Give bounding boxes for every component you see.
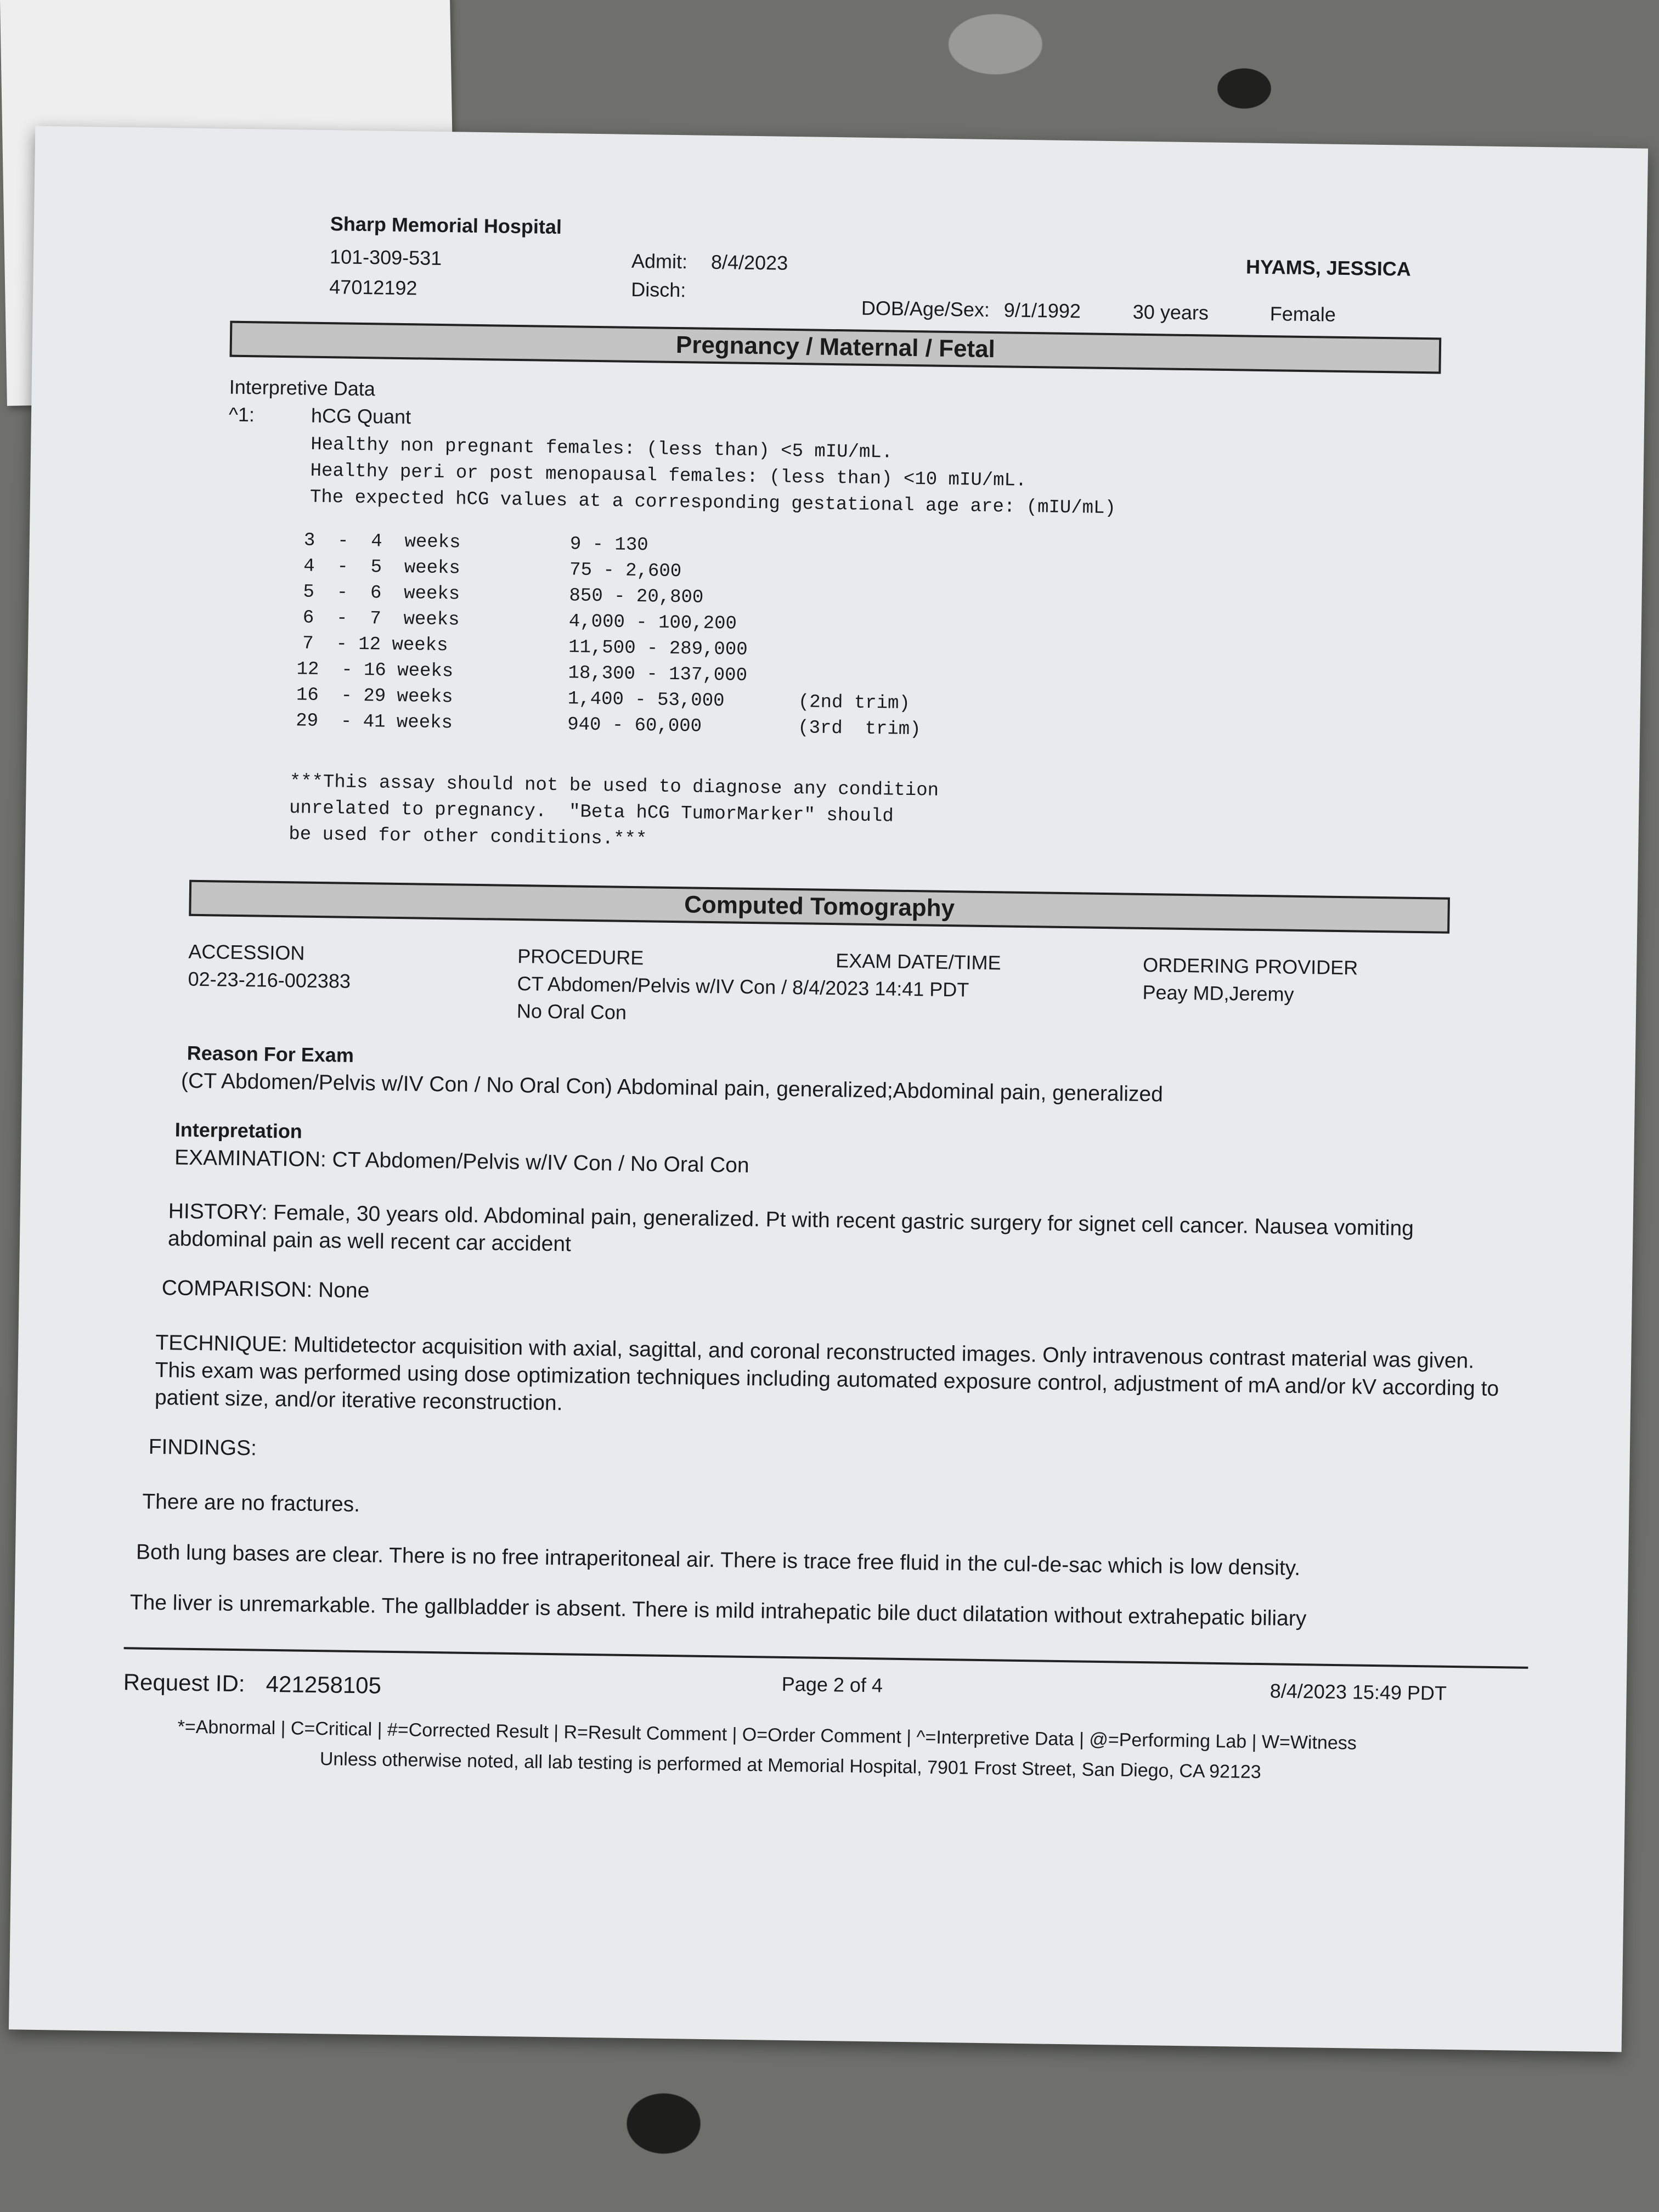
finding-line: Both lung bases are clear. There is no free intraperitoneal air. There is trace free fluid in the cul-de-sac which is low density. [136,1540,1301,1581]
test-name: hCG Quant [311,404,411,428]
table-row-note: (2nd trim) [798,692,911,715]
table-row-range: 940 - 60,000 [567,714,702,737]
examination-text: EXAMINATION: CT Abdomen/Pelvis w/IV Con / No Oral Con [174,1146,749,1177]
table-row-weeks: 5 - 6 weeks [303,582,460,605]
table-row-range: 850 - 20,800 [569,585,704,608]
table-row-weeks: 29 - 41 weeks [296,710,453,734]
ordering-provider: Peay MD,Jeremy [1142,980,1294,1006]
table-row-weeks: 4 - 5 weeks [303,556,461,579]
section-ct-bar [189,880,1450,934]
disch-label: Disch: [631,278,686,302]
ref-line: The expected hCG values at a corresponding gestational age are: (mIU/mL) [309,487,1116,520]
hospital-name: Sharp Memorial Hospital [330,212,562,239]
assay-disclaimer-line: be used for other conditions.*** [289,824,647,850]
footer-divider [124,1647,1528,1669]
procedure-label: PROCEDURE [517,945,644,969]
finding-line: The liver is unremarkable. The gallbladder is absent. There is mild intrahepatic bile duct dilatation without extrahepatic biliary [129,1590,1307,1631]
section-ct-title: Computed Tomography [684,891,955,922]
table-row-range: 75 - 2,600 [569,560,682,583]
comparison-text: COMPARISON: None [161,1276,370,1303]
procedure-line: No Oral Con [516,1000,627,1024]
sex-value: Female [1269,302,1336,326]
ref-line: Healthy non pregnant females: (less than) <5 mIU/mL. [311,434,893,464]
request-id: 421258105 [266,1671,382,1699]
ref-line: Healthy peri or post menopausal females: (less than) <10 mIU/mL. [310,460,1027,492]
admit-label: Admit: [631,249,688,273]
page-number: Page 2 of 4 [781,1672,883,1697]
findings-label: FINDINGS: [148,1435,257,1460]
ordering-provider-label: ORDERING PROVIDER [1142,953,1358,979]
patient-name: HYAMS, JESSICA [1245,255,1412,280]
table-row-range: 18,300 - 137,000 [568,663,748,686]
legend-text: *=Abnormal | C=Critical | #=Corrected Result | R=Result Comment | O=Order Comment | ^=Interpretive Data | @=Performing Lab | W=Witness [177,1716,1357,1754]
table-row-weeks: 12 - 16 weeks [296,659,454,682]
table-row-weeks: 16 - 29 weeks [296,685,453,708]
interpretation-label: Interpretation [174,1118,303,1143]
request-id-label: Request ID: [123,1669,245,1697]
table-row-weeks: 7 - 12 weeks [302,633,448,657]
table-row-range: 11,500 - 289,000 [568,637,748,661]
history-text: HISTORY: Female, 30 years old. Abdominal pain, generalized. Pt with recent gastric surgery for signet cell cancer. Nausea vomiting abdominal pain as well recent car accident [167,1199,1414,1256]
age-value: 30 years [1132,300,1209,324]
section-pregnancy-bar [230,321,1442,374]
assay-disclaimer-line: ***This assay should not be used to diagnose any condition [289,771,939,802]
procedure-line: CT Abdomen/Pelvis w/IV Con / 8/4/2023 14:41 PDT [517,972,969,1001]
table-row-note: (3rd trim) [797,718,921,741]
accession-number: 02-23-216-002383 [188,967,351,992]
ref-marker: ^1: [228,403,255,426]
table-row-range: 1,400 - 53,000 [567,689,725,712]
admit-date: 8/4/2023 [710,250,788,274]
mrn: 101-309-531 [329,245,442,270]
dob-value: 9/1/1992 [1003,298,1081,323]
accession-label: ACCESSION [188,940,305,964]
account-number: 47012192 [329,275,417,300]
table-row-weeks: 3 - 4 weeks [303,530,461,554]
finding-line: There are no fractures. [142,1489,360,1517]
exam-datetime-label: EXAM DATE/TIME [835,949,1001,974]
section-pregnancy-title: Pregnancy / Maternal / Fetal [675,331,996,363]
table-row-range: 9 - 130 [569,534,648,556]
reason-text: (CT Abdomen/Pelvis w/IV Con / No Oral Con) Abdominal pain, generalized;Abdominal pain, generalized [180,1069,1164,1107]
table-row-range: 4,000 - 100,200 [568,611,737,635]
lab-report-page [9,126,1648,2052]
interpretive-data-label: Interpretive Data [229,375,376,400]
print-timestamp: 8/4/2023 15:49 PDT [1269,1679,1447,1705]
technique-text: TECHNIQUE: Multidetector acquisition with axial, sagittal, and coronal reconstructed images. Only intravenous contrast material was given. This exam was performed using dose optimization techniques including automated exposure control, adjustment of mA and/or kV according to patient size, and/or iterative reconstruction. [154,1330,1499,1415]
assay-disclaimer-line: unrelated to pregnancy. "Beta hCG TumorMarker" should [289,798,894,827]
reason-label: Reason For Exam [187,1041,354,1066]
dob-label: DOB/Age/Sex: [861,296,990,321]
lab-location-note: Unless otherwise noted, all lab testing is performed at Memorial Hospital, 7901 Frost Street, San Diego, CA 92123 [319,1748,1261,1783]
table-row-weeks: 6 - 7 weeks [302,607,460,631]
